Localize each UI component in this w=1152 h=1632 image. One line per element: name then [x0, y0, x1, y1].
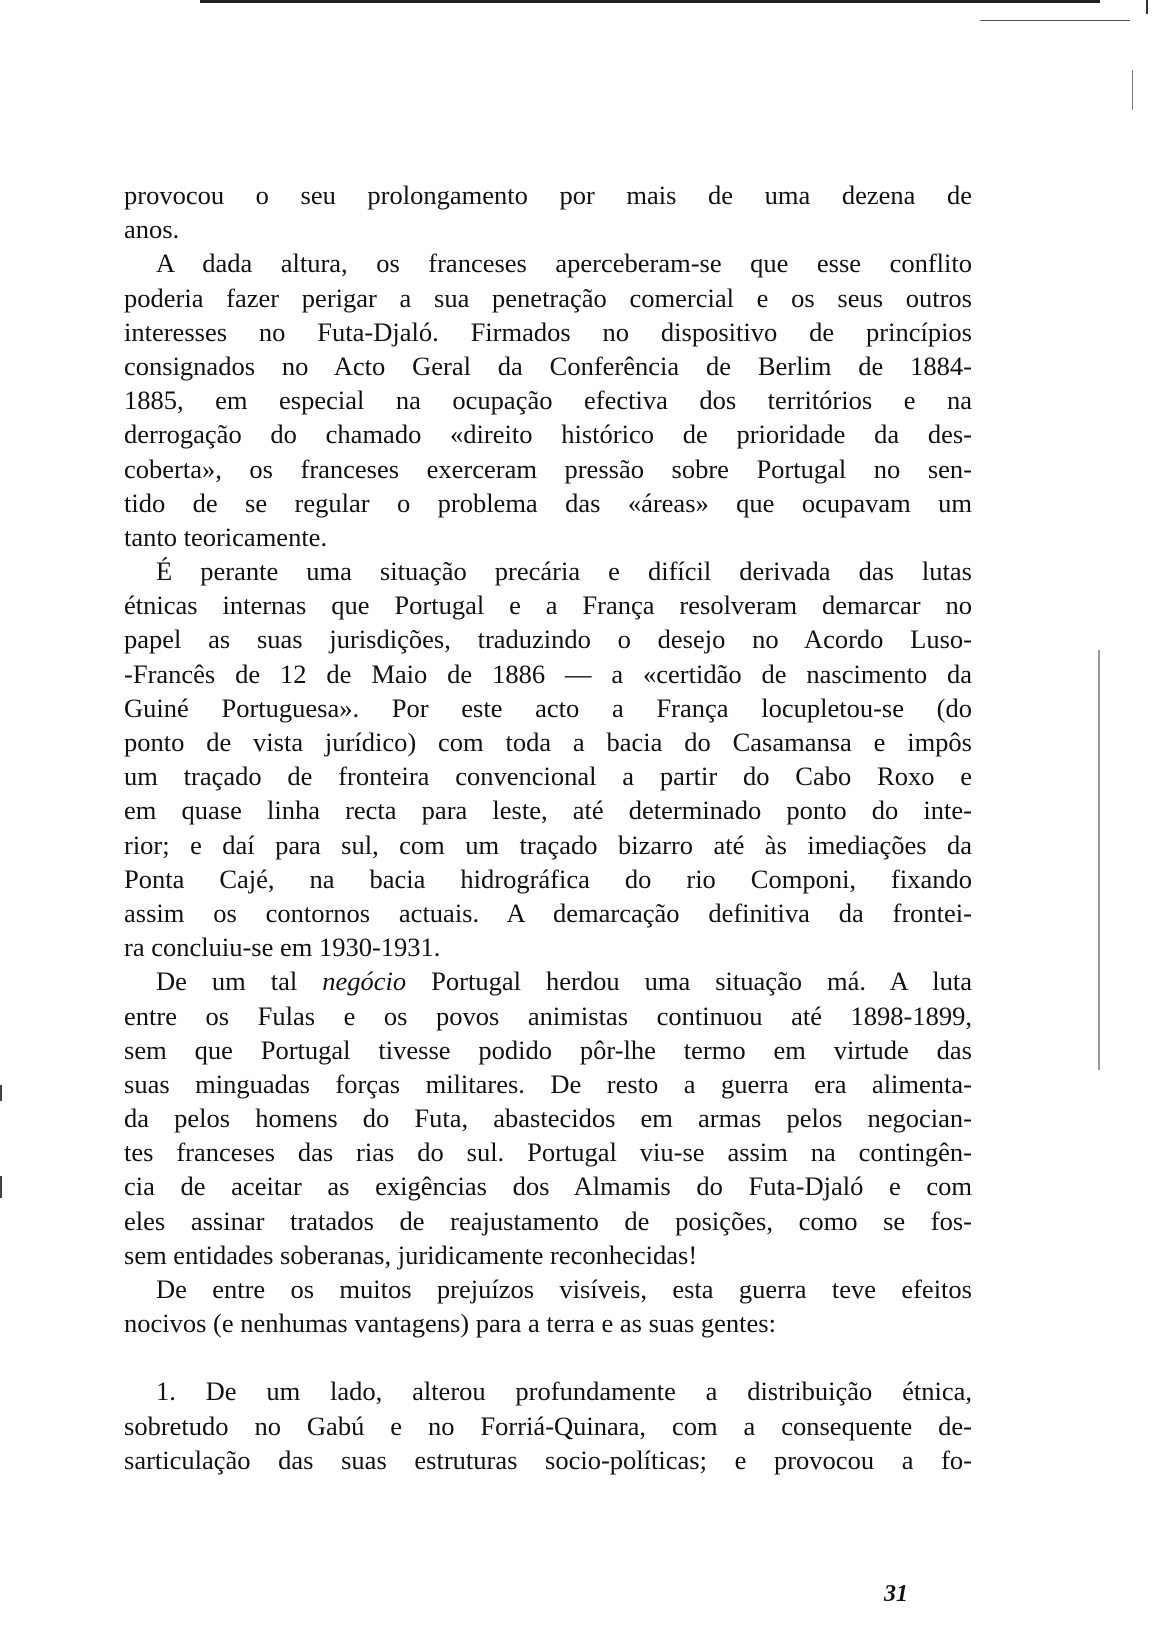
- scan-edge-mark: [1146, 0, 1148, 14]
- text-line: rior; e daí para sul, com um traçado bizarro até às imediações da: [124, 829, 972, 860]
- text-line: tido de se regular o problema das «áreas» que ocupavam um: [124, 487, 972, 518]
- paragraph: [124, 964, 972, 1272]
- scan-right-shadow: [1098, 650, 1100, 1070]
- text-line: 1885, em especial na ocupação efectiva dos territórios e na: [124, 385, 972, 416]
- text-line: nocivos (e nenhumas vantagens) para a terra e as suas gentes:: [124, 1308, 776, 1339]
- text-line: De entre os muitos prejuízos visíveis, esta guerra teve efeitos: [156, 1274, 972, 1304]
- text-line: coberta», os franceses exerceram pressão sobre Portugal no sen-: [124, 453, 972, 484]
- text-line: papel as suas jurisdições, traduzindo o desejo no Acordo Luso-: [124, 624, 972, 655]
- text-line: 1. De um lado, alterou profundamente a distribuição étnica,: [156, 1376, 972, 1407]
- paragraph: [124, 246, 972, 554]
- scan-left-tick: [0, 1085, 2, 1101]
- text-line: consignados no Acto Geral da Conferência de Berlim de 1884-: [124, 350, 972, 381]
- text-line: um traçado de fronteira convencional a partir do Cabo Roxo e: [124, 761, 972, 792]
- italic-word: negócio: [322, 966, 407, 997]
- scan-left-tick: [0, 1176, 2, 1198]
- text-line: derrogação do chamado «direito histórico de prioridade da des-: [124, 419, 972, 450]
- text-line: tes franceses das rias do sul. Portugal viu-se assim na contingên-: [124, 1137, 972, 1168]
- text-line: em quase linha recta para leste, até determinado ponto do inte-: [124, 795, 972, 826]
- text-line: suas minguadas forças militares. De resto a guerra era alimenta-: [124, 1068, 972, 1099]
- text-line: sobretudo no Gabú e no Forriá-Quinara, com a consequente de-: [124, 1410, 972, 1441]
- text-line: eles assinar tratados de reajustamento de posições, como se fos-: [124, 1205, 972, 1236]
- paragraph-gap: [124, 1340, 972, 1374]
- text-line: -Francês de 12 de Maio de 1886 — a «certidão de nascimento da: [124, 658, 972, 689]
- text-line: É perante uma situação precária e difícil derivada das lutas: [156, 556, 972, 587]
- scan-top-rule: [200, 0, 1100, 5]
- text-line: entre os Fulas e os povos animistas continuou até 1898-1899,: [124, 1000, 972, 1031]
- text-line: poderia fazer perigar a sua penetração comercial e os seus outros: [124, 282, 972, 313]
- text-line: cia de aceitar as exigências dos Almamis do Futa-Djaló e com: [124, 1171, 972, 1202]
- text-line: Guiné Portuguesa». Por este acto a França locupletou-se (do: [124, 692, 972, 723]
- text-line-with-italic: De um tal negócio Portugal herdou uma situação má. A luta: [156, 966, 973, 997]
- text-line: anos.: [124, 214, 180, 245]
- page-number: 31: [884, 1581, 908, 1607]
- text-line: étnicas internas que Portugal e a França resolveram demarcar no: [124, 590, 972, 621]
- scan-top-rule-secondary: [980, 20, 1130, 21]
- paragraph: [124, 1272, 972, 1340]
- text-line: Ponta Cajé, na bacia hidrográfica do rio Componi, fixando: [124, 863, 972, 894]
- page-text: [124, 178, 972, 1477]
- text-line: sem que Portugal tivesse podido pôr-lhe termo em virtude das: [124, 1034, 972, 1065]
- text-line: provocou o seu prolongamento por mais de uma dezena de: [124, 180, 972, 210]
- text-line: sem entidades soberanas, juridicamente reconhecidas!: [124, 1239, 698, 1270]
- text-line: ra concluiu-se em 1930-1931.: [124, 932, 441, 963]
- paragraph: [124, 178, 972, 246]
- text-line: interesses no Futa-Djaló. Firmados no dispositivo de princípios: [124, 316, 972, 347]
- text-line: ponto de vista jurídico) com toda a bacia do Casamansa e impôs: [124, 727, 972, 757]
- text-line: A dada altura, os franceses aperceberam-se que esse conflito: [156, 248, 972, 279]
- paragraph: [124, 554, 972, 964]
- text-line: assim os contornos actuais. A demarcação definitiva da frontei-: [124, 897, 972, 928]
- text-line: da pelos homens do Futa, abastecidos em armas pelos negocian-: [124, 1103, 972, 1134]
- text-line: sarticulação das suas estruturas socio-políticas; e provocou a fo-: [124, 1444, 972, 1475]
- text-line: tanto teoricamente.: [124, 521, 328, 552]
- list-item: [124, 1374, 972, 1477]
- scan-right-speck: [1132, 70, 1133, 110]
